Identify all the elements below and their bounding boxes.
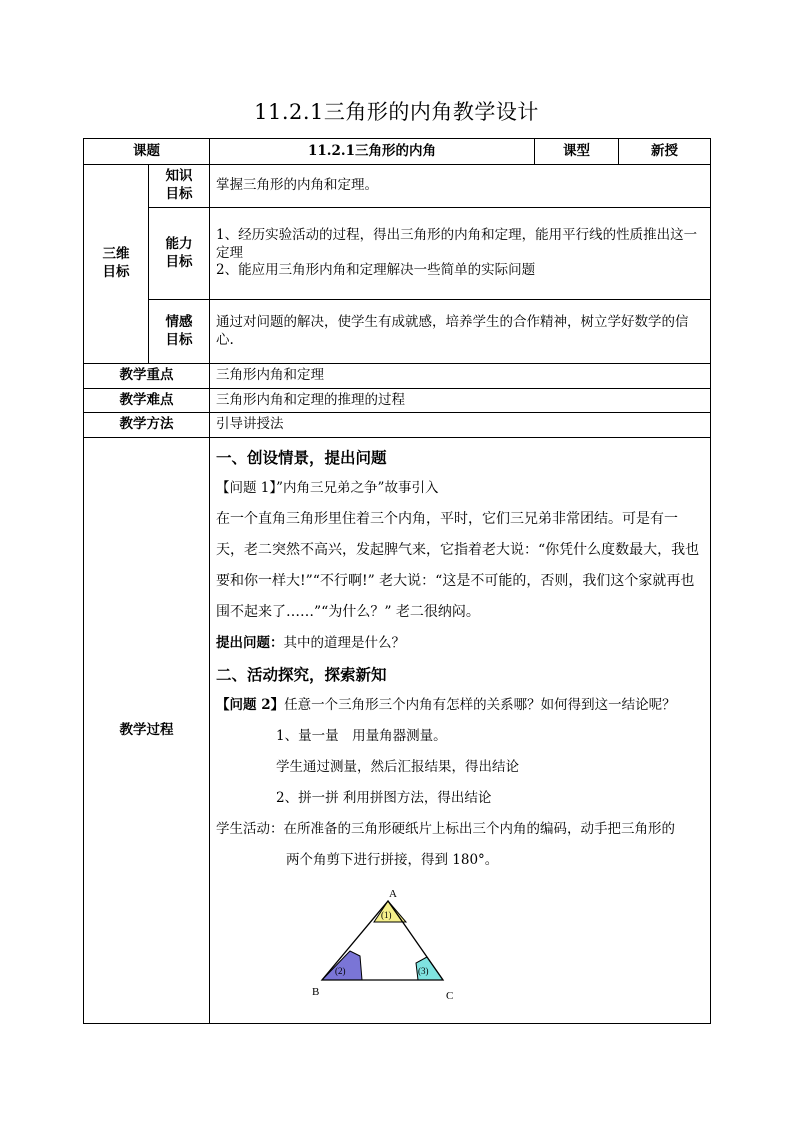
method-label: 教学方法	[84, 413, 210, 438]
topic-row	[84, 139, 711, 165]
step-2: 2、拼一拼 利用拼图方法，得出结论	[276, 790, 492, 806]
vertex-c-label: C	[446, 990, 454, 1002]
difficulty-row	[84, 389, 711, 413]
step-1-detail: 学生通过测量，然后汇报结果，得出结论	[276, 759, 519, 775]
section-2-heading: 二、活动探究，探索新知	[216, 665, 387, 684]
student-activity	[216, 814, 704, 845]
topic-value: 11.2.1三角形的内角	[210, 139, 535, 165]
lesson-plan-table	[83, 138, 711, 1024]
method-row	[84, 413, 711, 438]
knowledge-goal-text: 掌握三角形的内角和定理。	[210, 165, 711, 208]
angle-2-label: (2)	[335, 966, 346, 976]
knowledge-goal-label: 知识目标	[149, 165, 210, 208]
question-1-text: ”内角三兄弟之争”故事引入	[276, 480, 439, 496]
difficulty-text: 三角形内角和定理的推理的过程	[210, 389, 711, 413]
vertex-a-label: A	[389, 890, 397, 900]
raise-question-text: 其中的道理是什么？	[283, 635, 405, 651]
question-1-tag: 【问题 1】	[216, 480, 277, 496]
question-2-tag: 【问题 2】	[216, 697, 285, 713]
student-activity-continued: 两个角剪下进行拼接，得到 180°。	[286, 852, 499, 868]
section-1-heading: 一、创设情景，提出问题	[216, 448, 387, 467]
emotion-goal-text: 通过对问题的解决，使学生有成就感，培养学生的合作精神，树立学好数学的信心.	[210, 300, 711, 364]
method-text: 引导讲授法	[210, 413, 711, 438]
student-activity-label: 学生活动：	[216, 821, 284, 837]
vertex-b-label: B	[312, 986, 320, 998]
step-1: 1、量一量 用量角器测量。	[276, 728, 447, 744]
question-1	[216, 473, 704, 504]
topic-label: 课题	[84, 139, 210, 165]
ability-goal-line-2: 2、能应用三角形内角和定理解决一些简单的实际问题	[216, 262, 536, 279]
angle-3-label: (3)	[418, 966, 429, 976]
knowledge-goal-row	[84, 165, 711, 208]
three-dimensional-goals-label: 三维目标	[84, 165, 149, 364]
student-activity-text: 在所准备的三角形硬纸片上标出三个内角的编码，动手把三角形的	[283, 821, 675, 837]
ability-goal-row	[84, 208, 711, 300]
process-content	[210, 438, 711, 1024]
key-point-label: 教学重点	[84, 364, 210, 389]
difficulty-label: 教学难点	[84, 389, 210, 413]
key-point-row	[84, 364, 711, 389]
question-2	[216, 690, 704, 721]
document-title: 11.2.1三角形的内角教学设计	[254, 100, 539, 124]
question-2-text: 任意一个三角形三个内角有怎样的关系哪？如何得到这一结论呢？	[284, 697, 676, 713]
lesson-type-label: 课型	[535, 139, 619, 165]
ability-goal-cell	[210, 208, 711, 300]
process-row	[84, 438, 711, 1024]
ability-goal-label: 能力目标	[149, 208, 210, 300]
ability-goal-line-1: 1、经历实验活动的过程，得出三角形的内角和定理，能用平行线的性质推出这一定理	[216, 227, 698, 261]
emotion-goal-label: 情感目标	[149, 300, 210, 364]
key-point-text: 三角形内角和定理	[210, 364, 711, 389]
raise-question	[216, 628, 704, 659]
lesson-type-value: 新授	[619, 139, 711, 165]
triangle-figure	[312, 890, 482, 1002]
story-paragraph: 在一个直角三角形里住着三个内角，平时，它们三兄弟非常团结。可是有一天，老二突然不高兴，发起脾气来，它指着老大说：“你凭什么度数最大，我也要和你一样大!”“不行啊!” 老大说：“这是不可能的，否则，我们这个家就再也围不起来了……”“为什么？” 老二很纳闷。	[216, 511, 700, 620]
raise-question-label: 提出问题：	[216, 635, 284, 651]
emotion-goal-row	[84, 300, 711, 364]
angle-1-label: (1)	[381, 910, 392, 920]
process-label: 教学过程	[84, 438, 210, 1024]
